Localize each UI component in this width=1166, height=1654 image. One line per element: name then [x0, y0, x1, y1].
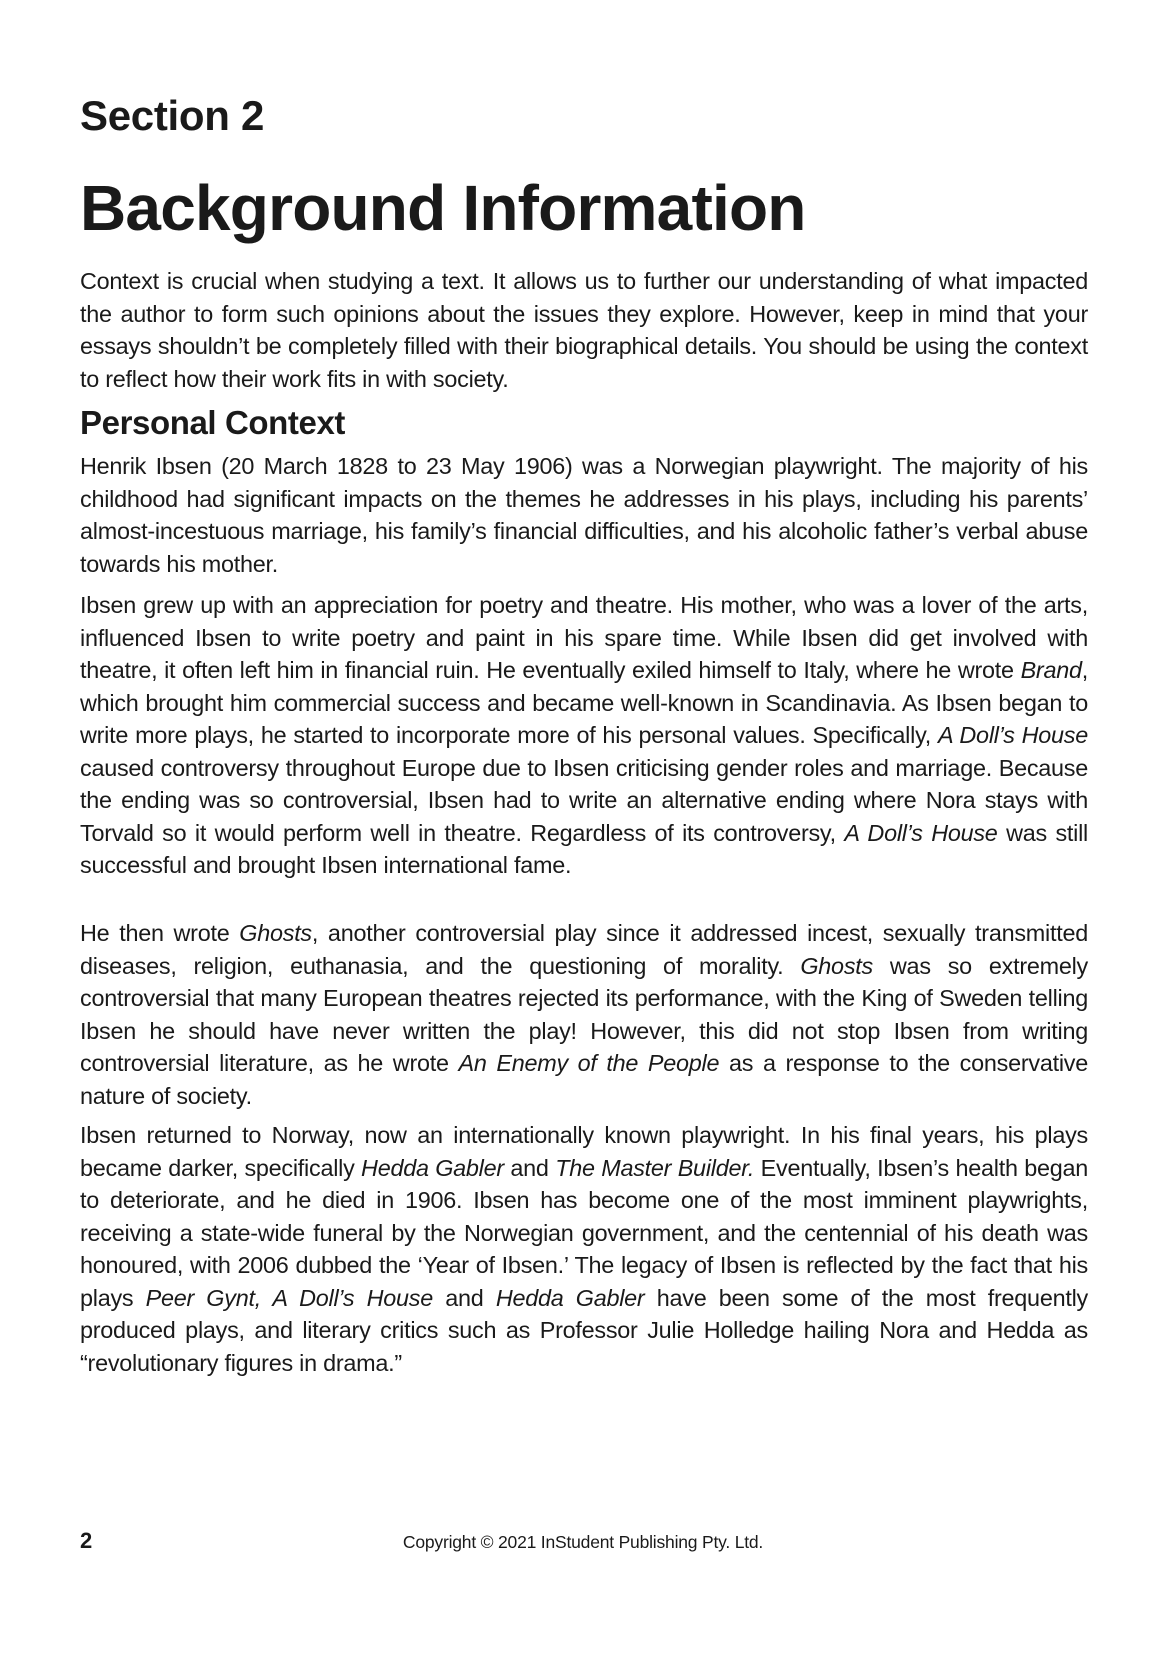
- paragraph-3-block: [80, 917, 1088, 1112]
- title-enemy-of-the-people: An Enemy of the People: [458, 1050, 720, 1076]
- personal-context-heading: Personal Context: [80, 404, 345, 441]
- text-span: Ibsen grew up with an appreciation for poetry and theatre. His mother, who was a lover of the arts, influenced Ibsen to write poetry and paint in his spare time. While Ibsen did get involved with theatre, it often left him in financial ruin. He eventually exiled himself to Italy, where he wrote: [80, 592, 1088, 683]
- title-dolls-house: A Doll’s House: [937, 722, 1088, 748]
- paragraph-4-block: [80, 1119, 1088, 1379]
- text-span: , which brought him commercial success and became well-known in Scandinavia. As Ibsen began to write more plays, he started to incorporate more of his personal values. Specifically,: [80, 657, 1088, 748]
- text-span: and: [433, 1284, 496, 1311]
- paragraph-4: [80, 1119, 1088, 1379]
- title-hedda-gabler: Hedda Gabler: [495, 1284, 645, 1311]
- text-span: and: [503, 1154, 556, 1181]
- text-span: Eventually, Ibsen’s health began to deteriorate, and he died in 1906. Ibsen has become one of the most imminent playwrights, receiving a state-wide funeral by the Norwegian government, and the centennial of his death was honoured, with 2006 dubbed the ‘Year of Ibsen.’ The legacy of Ibsen is reflected by the fact that his plays: [80, 1154, 1089, 1311]
- text-span: caused controversy throughout Europe due to Ibsen criticising gender roles and marriage. Because the ending was so controversial, Ibsen had to write an alternative ending where Nora stays with Torvald so it would perform well in theatre. Regardless of its controversy,: [80, 754, 1088, 846]
- paragraph-2-block: [80, 589, 1088, 882]
- title-peer-gynt: Peer Gynt, A Doll’s House: [145, 1284, 433, 1311]
- intro-block: [80, 265, 1088, 395]
- paragraph-1: Henrik Ibsen (20 March 1828 to 23 May 1906) was a Norwegian playwright. The majority of his childhood had significant impacts on the themes he addresses in his plays, including his parents’ almost-incestuous marriage, his family’s financial difficulties, and his alcoholic father’s verbal abuse towards his mother.: [80, 453, 1088, 577]
- text-span: He then wrote: [80, 920, 240, 946]
- title-ghosts: Ghosts: [239, 920, 312, 946]
- paragraph-2: [80, 589, 1088, 882]
- page-number: 2: [80, 1528, 93, 1553]
- title-hedda-gabler: Hedda Gabler: [361, 1154, 504, 1181]
- copyright-notice: Copyright © 2021 InStudent Publishing Pty. Ltd.: [402, 1532, 764, 1552]
- title-ghosts: Ghosts: [800, 952, 873, 979]
- text-span: have been some of the most frequently produced plays, and literary critics such as Professor Julie Holledge hailing Nora and Hedda as “revolutionary figures in drama.”: [80, 1284, 1088, 1376]
- section-label: Section 2: [80, 92, 265, 139]
- title-master-builder: The Master Builder.: [555, 1154, 755, 1181]
- text-span: was still successful and brought Ibsen international fame.: [80, 819, 1088, 878]
- text-span: , another controversial play since it addressed incest, sexually transmitted diseases, religion, euthanasia, and the questioning of morality.: [80, 920, 1089, 979]
- title-brand: Brand: [1020, 657, 1082, 683]
- text-span: Ibsen returned to Norway, now an internationally known playwright. In his final years, his plays became darker, specifically: [80, 1122, 1088, 1181]
- text-span: was so extremely controversial that many European theatres rejected its performance, with the King of Sweden telling Ibsen he should have never written the play! However, this did not stop Ibsen from writing controversial literature, as he wrote: [80, 952, 1088, 1076]
- text-span: as a response to the conservative nature of society.: [80, 1050, 1088, 1109]
- paragraph-1-block: [80, 450, 1088, 580]
- page-title: Background Information: [80, 172, 806, 244]
- intro-paragraph: Context is crucial when studying a text. It allows us to further our understanding of what impacted the author to form such opinions about the issues they explore. However, keep in mind that your essays shouldn’t be completely filled with their biographical details. You should be using the context to reflect how their work fits in with society.: [80, 268, 1088, 392]
- title-dolls-house: A Doll’s House: [844, 819, 998, 846]
- paragraph-3: [80, 917, 1088, 1112]
